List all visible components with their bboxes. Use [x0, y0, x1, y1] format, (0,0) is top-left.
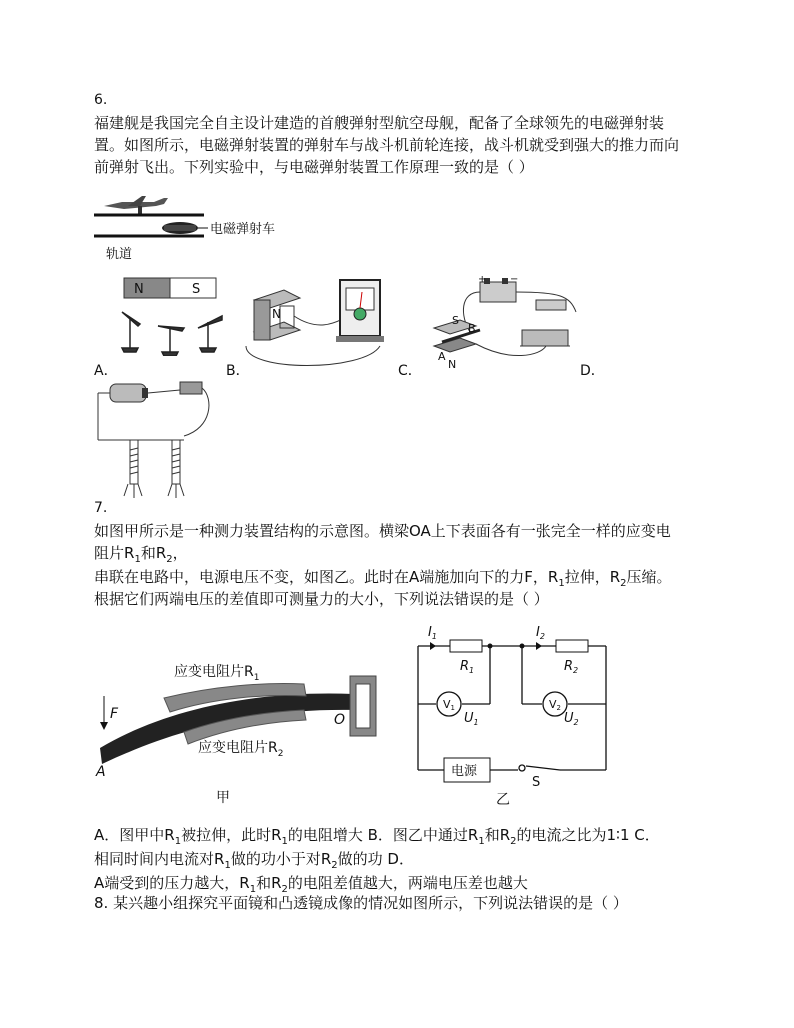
q7-number: 7. — [94, 500, 108, 516]
svg-text:R2: $R_2$ — [564, 659, 579, 675]
q7-line-4: 根据它们两端电压的差值即可测量力的大小，下列说法错误的是（ ） — [94, 590, 549, 608]
q7-answer-line-3: A端受到的压力越大，$R_1$和$R_2$的电阻差值越大，两端电压差也越大 — [94, 874, 528, 895]
r2-gauge-label: 应变电阻片$R_2$ — [198, 740, 284, 759]
r1-gauge-label: 应变电阻片$R_1$ — [174, 664, 260, 683]
svg-text:U2: $U_2$ — [564, 711, 579, 727]
q6-line-1: 福建舰是我国完全自主设计建造的首艘弹射型航空母舰，配备了全球领先的电磁弹射装 — [94, 114, 665, 132]
q6-number: 6. — [94, 92, 108, 108]
svg-text:B: B — [468, 322, 476, 335]
option-c-figure — [420, 276, 590, 372]
option-a-figure — [118, 276, 228, 356]
q7-line-1: 如图甲所示是一种测力装置结构的示意图。横梁OA上下表面各有一张完全一样的应变电 — [94, 522, 671, 540]
q7-line-3: 串联在电路中，电源电压不变，如图乙。此时在A端施加向下的力F，$R_1$拉伸，$R_2$压缩。 — [94, 568, 672, 589]
svg-text:N: N — [272, 307, 281, 321]
svg-text:I1: $I_1$ — [428, 625, 437, 641]
catapult-figure — [94, 192, 294, 264]
figure-jia — [94, 650, 394, 810]
svg-text:I2: $I_2$ — [536, 625, 545, 641]
svg-text:A: A — [438, 350, 446, 363]
figure-yi — [410, 620, 610, 810]
power-source-label: 电源 — [451, 764, 478, 779]
svg-text:R1: $R_1$ — [460, 659, 475, 675]
caption-yi: 乙 — [496, 792, 510, 808]
q7-answer-line-1: A．图甲中$R_1$被拉伸，此时$R_1$的电阻增大 B．图乙中通过$R_1$和$R_2$的电流之比为1∶1 C． — [94, 826, 660, 847]
svg-text:U1: $U_1$ — [464, 711, 479, 727]
svg-text:A: A — [96, 764, 106, 780]
option-d-label[interactable]: D． — [580, 363, 605, 379]
caption-jia: 甲 — [216, 790, 230, 806]
airplane-icon — [104, 196, 168, 214]
q8-line: 8. 某兴趣小组探究平面镜和凸透镜成像的情况如图所示，下列说法错误的是（ ） — [94, 894, 628, 912]
option-a-label[interactable]: A． — [94, 363, 118, 379]
option-c-label[interactable]: C． — [398, 363, 422, 379]
svg-text:S: S — [192, 282, 201, 297]
q6-line-2: 置。如图所示，电磁弹射装置的弹射车与战斗机前轮连接，战斗机就受到强大的推力而向 — [94, 136, 680, 154]
option-b-figure — [244, 276, 394, 372]
svg-text:F: F — [110, 706, 119, 722]
svg-text:S: S — [452, 314, 459, 327]
option-b-label[interactable]: B． — [226, 363, 250, 379]
switch-label: S — [532, 775, 541, 790]
svg-text:N: N — [448, 358, 457, 371]
track-label: 轨道 — [106, 247, 133, 262]
svg-text:N: N — [134, 282, 144, 297]
q6-line-3: 前弹射飞出。下列实验中，与电磁弹射装置工作原理一致的是（ ） — [94, 158, 534, 176]
q7-line-2: 阻片$R_1$和$R_2$， — [94, 544, 188, 565]
svg-text:V2: V2 — [549, 698, 561, 712]
svg-text:O: O — [334, 712, 346, 728]
svg-text:−: − — [510, 276, 519, 285]
q7-answer-line-2: 相同时间内电流对$R_1$做的功小于对$R_2$做的功 D． — [94, 850, 414, 871]
svg-text:V1: V1 — [443, 698, 455, 712]
svg-text:+: + — [478, 276, 487, 285]
option-d-figure — [94, 378, 224, 500]
car-label: 电磁弹射车 — [210, 222, 276, 237]
